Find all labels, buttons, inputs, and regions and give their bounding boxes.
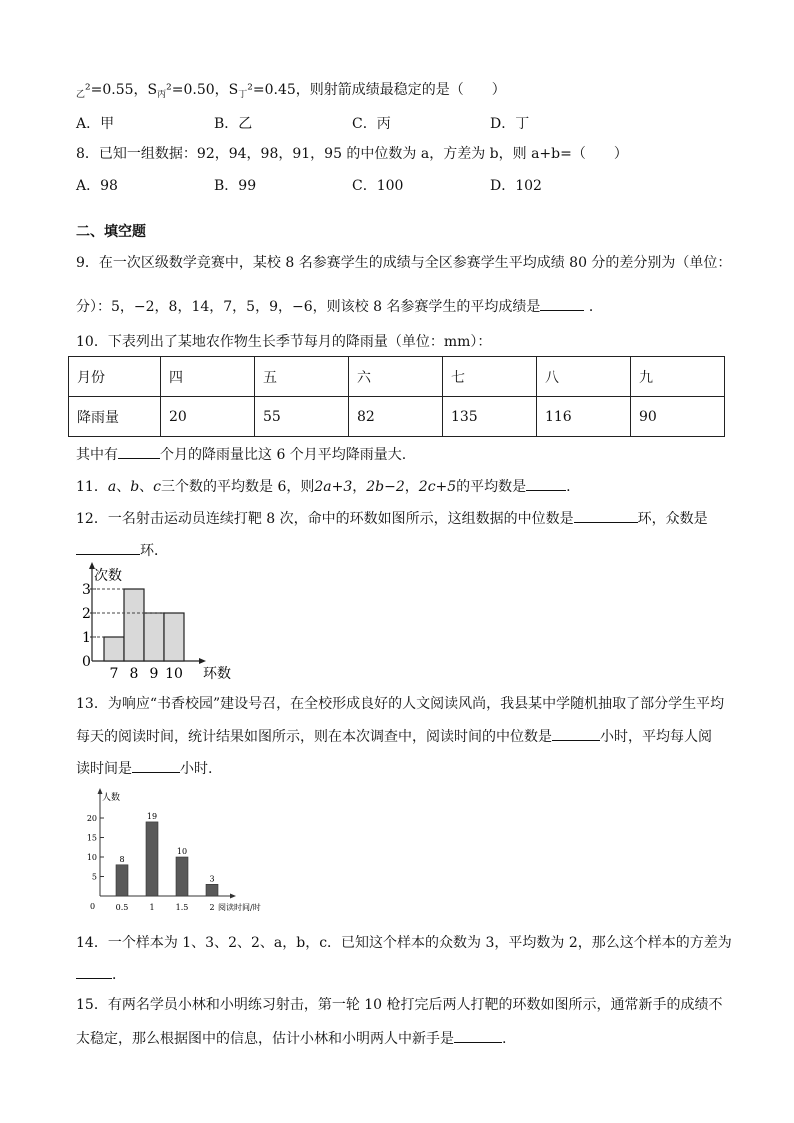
table-cell: 135 bbox=[442, 397, 536, 437]
q10-after-post: 个月的降雨量比这 6 个月平均降雨量大. bbox=[160, 447, 407, 463]
q13-line1: 13．为响应“书香校园”建设号召，在全校形成良好的人文阅读风尚，我县某中学随机抽取了部分学生平均 bbox=[76, 696, 725, 712]
q7-sub-ding: 丁 bbox=[238, 90, 248, 100]
q10-after bbox=[76, 444, 406, 465]
chart1-bar bbox=[164, 613, 184, 661]
q11-expr: 2b−2 bbox=[366, 479, 405, 495]
chart2-y-label: 人数 bbox=[102, 793, 121, 803]
q10-answer-blank[interactable] bbox=[118, 444, 160, 459]
table-cell: 20 bbox=[160, 397, 254, 437]
q7-sub-bing: 丙 bbox=[157, 90, 167, 100]
chart2-bar bbox=[176, 857, 188, 896]
chart1-ytick-label: 0 bbox=[82, 654, 91, 670]
chart2-bar bbox=[206, 884, 218, 896]
q11-expr: 2c+5 bbox=[418, 479, 457, 495]
table-cell: 八 bbox=[536, 357, 630, 397]
table-row bbox=[69, 397, 725, 437]
rainfall-table bbox=[68, 356, 725, 437]
q12-mode-blank[interactable] bbox=[76, 540, 140, 555]
q15-answer-blank[interactable] bbox=[454, 1028, 502, 1043]
q12-mid: 环，众数是 bbox=[637, 511, 708, 527]
table-cell: 90 bbox=[630, 397, 724, 437]
q11-comma: ， bbox=[352, 479, 367, 495]
q8-stem: 8．已知一组数据：92，94，98，91，95 的中位数为 a，方差为 b，则 a+b=（ ） bbox=[76, 146, 628, 162]
q11-var-b: b bbox=[130, 479, 140, 495]
q13-line2 bbox=[76, 726, 712, 747]
q11-expr: 2a+3 bbox=[314, 479, 353, 495]
table-cell: 55 bbox=[254, 397, 348, 437]
chart2-value-label: 19 bbox=[146, 811, 158, 821]
table-cell: 九 bbox=[630, 357, 724, 397]
chart2-value-label: 3 bbox=[209, 874, 215, 884]
q15-line2 bbox=[76, 1028, 506, 1049]
q11-answer-blank[interactable] bbox=[526, 476, 566, 491]
q7-cont-b: ²=0.50，S bbox=[166, 82, 239, 98]
table-header-row bbox=[69, 357, 725, 397]
q13-line3-pre: 读时间是 bbox=[76, 761, 132, 777]
q7-cont-c: ²=0.45，则射箭成绩最稳定的是（ ） bbox=[247, 82, 506, 98]
chart2-xtick-label: 1 bbox=[149, 903, 155, 912]
table-cell: 五 bbox=[254, 357, 348, 397]
q13-median-blank[interactable] bbox=[552, 726, 600, 741]
q11-end: 的平均数是 bbox=[456, 479, 527, 495]
section-title: 二、填空题 bbox=[76, 224, 146, 240]
shooting-rings-chart bbox=[64, 560, 254, 684]
chart1-bar bbox=[144, 613, 164, 661]
q12-line2 bbox=[76, 540, 168, 561]
chart2-ytick-label: 5 bbox=[91, 872, 97, 882]
table-cell: 七 bbox=[442, 357, 536, 397]
chart2-xtick-label: 2 bbox=[209, 903, 215, 912]
q9-line1: 9．在一次区级数学竞赛中，某校 8 名参赛学生的成绩与全区参赛学生平均成绩 80 分的差分别为（单位： bbox=[76, 255, 732, 271]
table-cell: 降雨量 bbox=[69, 397, 161, 437]
chart1-xtick-label: 8 bbox=[129, 666, 139, 682]
q15-end: . bbox=[502, 1031, 507, 1047]
chart2-x-label: 阅读时间/时 bbox=[218, 903, 261, 912]
chart2-origin-label: 0 bbox=[90, 902, 96, 911]
q9-line2-end: ． bbox=[588, 299, 603, 315]
q15-line2-text: 太稳定，那么根据图中的信息，估计小林和小明两人中新手是 bbox=[76, 1031, 454, 1047]
chart2-bar bbox=[116, 865, 128, 896]
q13-average-blank[interactable] bbox=[132, 758, 180, 773]
q12-line1 bbox=[76, 508, 708, 529]
q11-var-c: c bbox=[153, 479, 161, 495]
q11-mid: 三个数的平均数是 6，则 bbox=[161, 479, 315, 495]
chart1-bar bbox=[124, 589, 144, 661]
chart1-xtick-label: 10 bbox=[165, 666, 183, 682]
reading-time-chart bbox=[82, 786, 278, 916]
table-cell: 四 bbox=[160, 357, 254, 397]
q7-sub-yi: 乙 bbox=[76, 90, 86, 100]
q13-line3-post: 小时. bbox=[180, 761, 213, 777]
chart2-bar bbox=[146, 822, 158, 896]
q11-sep: 、 bbox=[139, 479, 154, 495]
chart2-ytick-label: 20 bbox=[86, 814, 97, 823]
q7-options bbox=[0, 113, 794, 135]
q7-option-b: B．乙 bbox=[214, 116, 253, 132]
table-cell: 116 bbox=[536, 397, 630, 437]
q13-line3 bbox=[76, 758, 212, 779]
q11-var-a: a bbox=[107, 479, 117, 495]
q12-median-blank[interactable] bbox=[574, 508, 638, 523]
q12-end: 环． bbox=[140, 543, 168, 559]
chart1-xtick-label: 9 bbox=[149, 666, 159, 682]
chart1-bar bbox=[104, 637, 124, 661]
q7-option-c: C．丙 bbox=[352, 116, 391, 132]
chart1-x-arrow bbox=[199, 658, 206, 664]
q13-line2-post: 小时，平均每人阅 bbox=[600, 729, 712, 745]
chart2-xtick-label: 0.5 bbox=[115, 903, 129, 912]
q10-after-pre: 其中有 bbox=[76, 447, 118, 463]
chart2-value-label: 8 bbox=[119, 854, 125, 864]
q9-line2 bbox=[76, 296, 603, 317]
chart1-y-label: 次数 bbox=[94, 568, 122, 584]
q13-line2-pre: 每天的阅读时间，统计结果如图所示，则在本次调查中，阅读时间的中位数是 bbox=[76, 729, 552, 745]
q9-line2-text: 分）：5，−2，8，14，7，5，9，−6，则该校 8 名参赛学生的平均成绩是 bbox=[76, 299, 541, 315]
table-cell: 六 bbox=[348, 357, 442, 397]
chart2-ytick-label: 10 bbox=[86, 853, 97, 862]
q11-sep: 、 bbox=[116, 479, 131, 495]
q10-stem: 10．下表列出了某地农作物生长季节每月的降雨量（单位：mm）： bbox=[76, 334, 492, 350]
q11-dot: . bbox=[566, 479, 571, 495]
q11-comma: ， bbox=[404, 479, 419, 495]
q11-stem bbox=[76, 476, 571, 497]
table-cell: 月份 bbox=[69, 357, 161, 397]
q7-option-a: A．甲 bbox=[76, 116, 115, 132]
chart1-ytick-label: 3 bbox=[82, 582, 91, 598]
q11-number: 11． bbox=[76, 479, 108, 495]
chart1-x-label: 环数 bbox=[203, 666, 231, 682]
q8-options bbox=[0, 175, 794, 197]
q8-option-d: D．102 bbox=[490, 178, 542, 194]
table-cell: 82 bbox=[348, 397, 442, 437]
chart2-xtick-label: 1.5 bbox=[175, 903, 189, 912]
q14-answer-blank[interactable] bbox=[76, 964, 112, 979]
chart1-ytick-label: 1 bbox=[82, 630, 91, 646]
q7-cont-a: ²=0.55，S bbox=[85, 82, 158, 98]
chart1-ytick-label: 2 bbox=[82, 606, 91, 622]
q7-option-d: D．丁 bbox=[490, 116, 530, 132]
q9-answer-blank[interactable] bbox=[540, 296, 584, 311]
q14-end: ． bbox=[112, 967, 126, 983]
chart1-xtick-label: 7 bbox=[109, 666, 119, 682]
q12-text: 12．一名射击运动员连续打靶 8 次，命中的环数如图所示，这组数据的中位数是 bbox=[76, 511, 574, 527]
q8-option-b: B．99 bbox=[214, 178, 257, 194]
chart2-value-label: 10 bbox=[176, 847, 188, 856]
q7-continuation bbox=[76, 80, 506, 105]
q14-line2 bbox=[76, 964, 126, 985]
chart2-x-arrow bbox=[230, 894, 236, 899]
q8-option-a: A．98 bbox=[76, 178, 118, 194]
q14-line1: 14．一个样本为 1、3、2、2、a，b，c．已知这个样本的众数为 3，平均数为 2，那么这个样本的方差为 bbox=[76, 935, 732, 951]
chart2-ytick-label: 15 bbox=[86, 833, 97, 843]
q15-line1: 15．有两名学员小林和小明练习射击，第一轮 10 枪打完后两人打靶的环数如图所示，通常新手的成绩不 bbox=[76, 997, 723, 1013]
q8-option-c: C．100 bbox=[352, 178, 404, 194]
